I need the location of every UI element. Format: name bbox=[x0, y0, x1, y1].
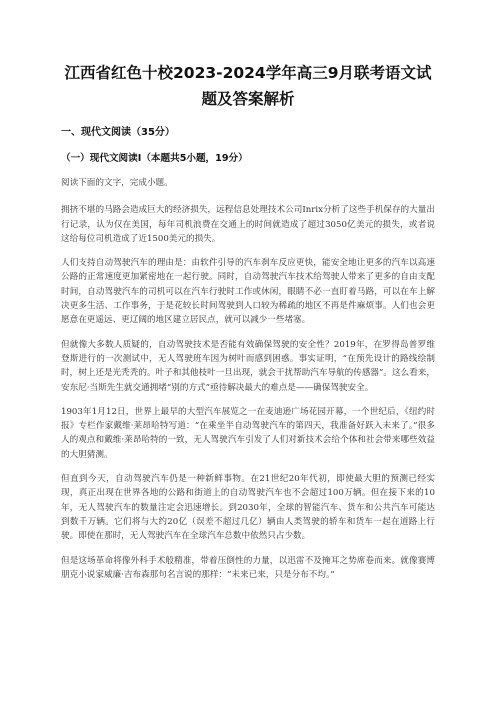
subsection-heading: （一）现代文阅读Ⅰ（本题共5小题，19分） bbox=[61, 153, 248, 164]
document-title: 江西省红色十校2023-2024学年高三9月联考语文试题及答案解析 bbox=[64, 64, 432, 108]
reading-instruction: 阅读下面的文字，完成小题。 bbox=[61, 178, 173, 188]
paragraph: 但是这场革命将像外科手术般精准，带着压倒性的力量，以迅雷不及掩耳之势席卷而来。就像赛博朋克小说家威廉·吉布森那句名言说的那样：“未来已来，只是分布不均。” bbox=[61, 555, 435, 580]
paragraph: 拥挤不堪的马路会造成巨大的经济损失，远程信息处理技术公司Inrix分析了这些手机保存的大量出行记录，认为仅在美国，每年司机浪费在交通上的时间就造成了超过3050亿美元的损失，或者说这给每位司机造成了近1500美元的损失。 bbox=[61, 205, 435, 244]
paragraph: 1903年1月12日，世界上最早的大型汽车展览之一在麦迪逊广场花园开幕，一个世纪后，《纽约时报》专栏作家戴维·莱昂哈特写道：“在乘坐半自动驾驶汽车的第四天，我准备好跃入未来了。”很多人的观点和戴维·莱昂哈特的一致，无人驾驶汽车引发了人们对新技术会给个体和社会带来哪些效益的大胆猜测。 bbox=[61, 406, 435, 460]
paragraph: 但直到今天，自动驾驶汽车仍是一种新鲜事物。在21世纪20年代初，即使最大胆的预测已经实现，真正出现在世界各地的公路和街道上的自动驾驶汽车也不会超过100万辆。但在接下来的10年，无人驾驶汽车的数量注定会迅速增长。到2030年，全球的智能汽车、货车和公共汽车可能达到数千万辆。它们将与大约20亿（误差不超过几亿）辆由人类驾驶的轿车和货车一起在道路上行驶。即使在那时，无人驾驶汽车在全球汽车总数中依然只占少数。 bbox=[61, 474, 435, 542]
section-heading: 一、现代文阅读（35分） bbox=[61, 127, 175, 138]
paragraph: 但就像大多数人质疑的，自动驾驶技术是否能有效确保驾驶的安全性？2019年，在罗得岛普罗维登斯进行的一次测试中，无人驾驶班车因为树叶而感到困惑。事实证明，“在预先设计的路线绘制时，树上还是光秃秃的。叶子和其他枝叶一旦出现，就会干扰帮助汽车导航的传感器”。这么看来，安东尼·当斯先生就交通拥堵“别的方式”亟待解决最大的难点是——确保驾驶安全。 bbox=[61, 339, 435, 393]
paragraph: 人们支持自动驾驶汽车的理由是：由软件引导的汽车刹车反应更快，能安全地让更多的汽车以高速公路的正常速度更加紧密地在一起行驶。同时，自动驾驶汽车技术给驾驶人带来了更多的自由支配时间，自动驾驶汽车的司机可以在汽车行驶时工作或休闲，眼睛不必一直盯着马路，可以在车上解决更多生活、工作事务，于是花较长时间驾驶到人口较为稀疏的地区不再是件麻烦事。人们也会更愿意在更遥远、更辽阔的地区建立居民点，就可以减少一些堵塞。 bbox=[61, 258, 435, 326]
